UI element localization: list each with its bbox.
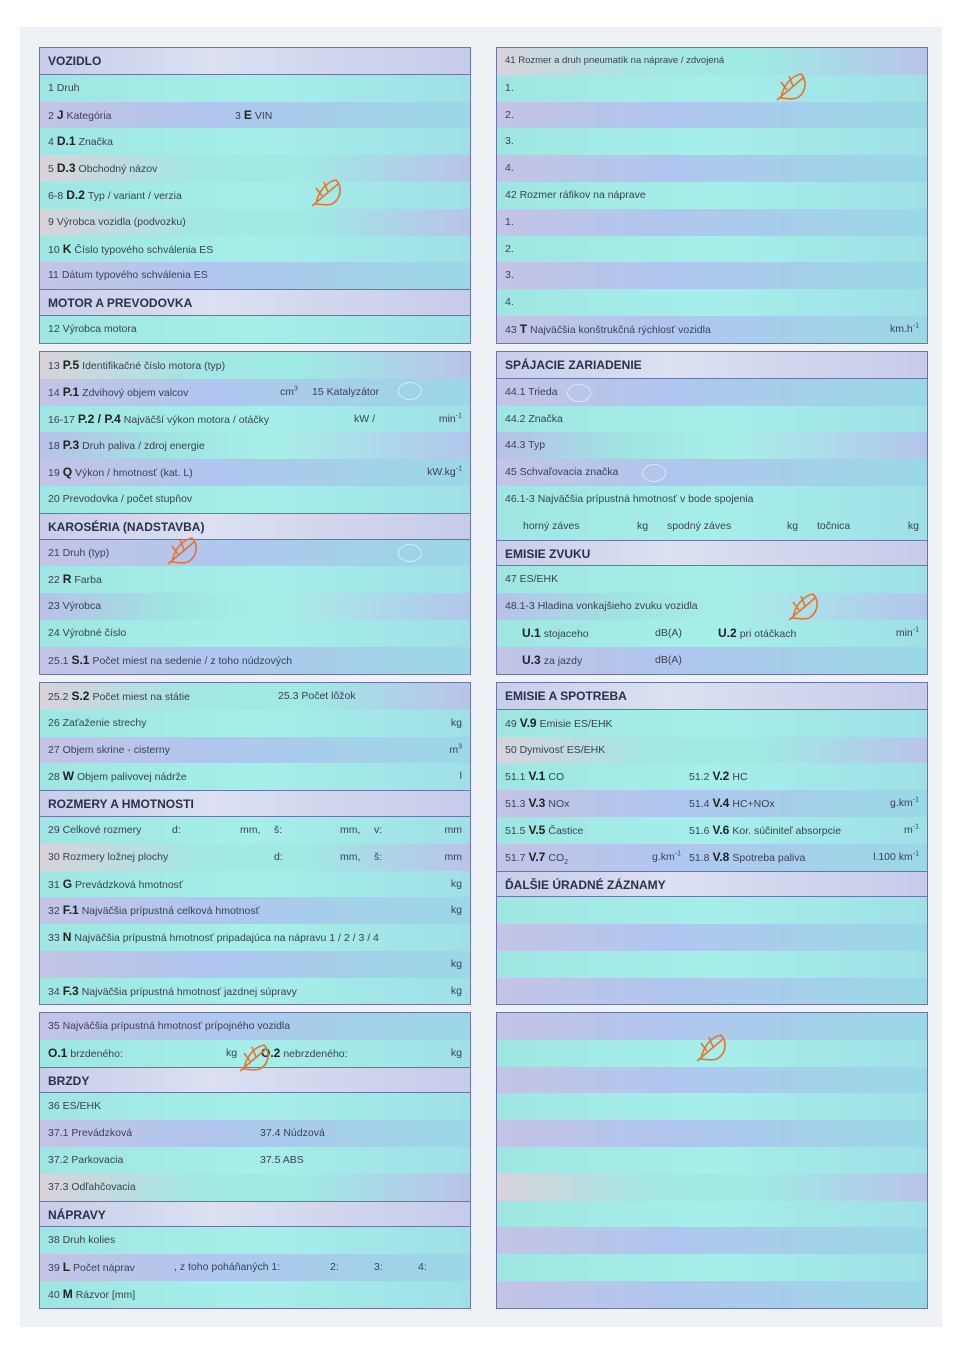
panel-spajacie-zvuk	[496, 351, 928, 675]
field-cislo-schvalenia: 10 K Číslo typového schválenia ES	[40, 236, 470, 263]
field-vyrobca-vozidla: 9 Výrobca vozidla (podvozku)	[40, 209, 470, 236]
field-farba: 22 R Farba	[40, 566, 470, 593]
field-parkovacia-abs: 37.2 Parkovacia 37.5 ABS	[40, 1147, 470, 1174]
blank-row	[497, 1201, 927, 1228]
blank-row	[497, 1120, 927, 1147]
field-max-rychlost: 43 T Najväčšia konštrukčná rýchlosť vozidla $km.h^{-1}$	[497, 316, 927, 343]
leaf-logo-icon	[308, 174, 348, 208]
panel-vozidlo	[39, 47, 471, 344]
section-emisie-zvuku-heading: EMISIE ZVUKU	[497, 540, 927, 567]
field-pneu-3: 3.	[497, 128, 927, 155]
field-druh-kolies: 38 Druh kolies	[40, 1227, 470, 1254]
field-hmotnost-naprava: 33 N Najväčšia prípustná hmotnosť pripadajúca na nápravu 1 / 2 / 3 / 4	[40, 924, 470, 951]
field-pneu-2: 2.	[497, 102, 927, 129]
blank-row	[497, 1227, 927, 1254]
field-zdvihovy-objem: 14 P.1 Zdvihový objem valcov $cm^3$ 15 Katalyzátor	[40, 379, 470, 406]
field-brzdy-es: 36 ES/EHK	[40, 1093, 470, 1120]
blank-row	[497, 1254, 927, 1281]
field-kategoria-vin: 2 J Kategória 3 E VIN	[40, 102, 470, 129]
field-rafik-1: 1.	[497, 209, 927, 236]
field-nox: 51.3 V.3 NOx 51.4 V.4 HC+NOx $g.km^{-1}$	[497, 790, 927, 817]
field-rafik-2: 2.	[497, 236, 927, 263]
field-co2-spotreba: 51.7 V.7 $CO_2$ $g.km^{-1}$ 51.8 V.8 Spotreba paliva l.100 $km^{-1}$	[497, 844, 927, 871]
field-emisie-es: 49 V.9 Emisie ES/EHK	[497, 710, 927, 737]
field-rozmery-loznej: 30 Rozmery ložnej plochy d: mm, š: mm	[40, 844, 470, 871]
blank-row	[497, 1281, 927, 1308]
field-rafik-3: 3.	[497, 262, 927, 289]
field-odlahcovacia: 37.3 Odľahčovacia	[40, 1174, 470, 1201]
field-brzdene-nebrzdene: O.1 brzdeného: kg O.2 nebrzdeného: kg	[40, 1040, 470, 1067]
field-obchodny-nazov: 5 D.3 Obchodný názov	[40, 155, 470, 182]
field-rozmer-pneumatik: 41 Rozmer a druh pneumatík na náprave / zdvojená	[497, 48, 927, 75]
field-vykon-hmotnost: 19 Q Výkon / hmotnosť (kat. L) $kW.kg^{-1}$	[40, 459, 470, 486]
field-zavesy: horný záves kg spodný záves kg točnica kg	[497, 513, 927, 540]
field-najvacsi-vykon: 16-17 P.2 / P.4 Najväčší výkon motora / otáčky kW / $\min^{-1}$	[40, 406, 470, 433]
blank-row	[497, 1067, 927, 1094]
field-identifikacne-cislo-motora: 13 P.5 Identifikačné číslo motora (typ)	[40, 352, 470, 379]
field-zvuk-u3: U.3 za jazdy dB(A)	[497, 647, 927, 674]
blank-row	[497, 978, 927, 1005]
field-zvuk-u1-u2: U.1 stojaceho dB(A) U.2 pri otáčkach $\min^{-1}$	[497, 620, 927, 647]
section-motor-heading: MOTOR A PREVODOVKA	[40, 289, 470, 316]
field-typ-variant: 6-8 D.2 Typ / variant / verzia	[40, 182, 470, 209]
field-pneu-1: 1.	[497, 75, 927, 102]
field-prevadzkova-nudzova: 37.1 Prevádzková 37.4 Núdzová	[40, 1120, 470, 1147]
field-vyrobne-cislo: 24 Výrobné číslo	[40, 620, 470, 647]
blank-row	[497, 951, 927, 978]
leaf-logo-icon	[785, 588, 825, 622]
field-hmotnost-naprava-value: kg	[40, 951, 470, 978]
field-pocet-miest-sedenie: 25.1 S.1 Počet miest na sedenie / z toho núdzových	[40, 647, 470, 674]
section-emisie-heading: EMISIE A SPOTREBA	[497, 683, 927, 710]
field-objem-nadrze: 28 W Objem palivovej nádrže l	[40, 763, 470, 790]
field-hmotnost-pripojneho: 35 Najväčšia prípustná hmotnosť prípojného vozidla	[40, 1013, 470, 1040]
leaf-logo-icon	[773, 68, 813, 102]
panel-blank	[496, 1012, 928, 1309]
document-sheet	[20, 27, 942, 1327]
watermark-icon	[567, 384, 591, 402]
field-hladina-zvuku: 48.1-3 Hladina vonkajšieho zvuku vozidla	[497, 593, 927, 620]
field-pocet-naprav: 39 L Počet náprav , z toho poháňaných 1: 2: 3: 4:	[40, 1254, 470, 1281]
field-druh-typ: 21 Druh (typ)	[40, 540, 470, 567]
field-spoj-typ: 44.3 Typ	[497, 432, 927, 459]
field-pocet-miest-statie: 25.2 S.2 Počet miest na státie 25.3 Počet lôžok	[40, 683, 470, 710]
field-vyrobca: 23 Výrobca	[40, 593, 470, 620]
section-brzdy-heading: BRZDY	[40, 1067, 470, 1094]
field-datum-schvalenia: 11 Dátum typového schválenia ES	[40, 262, 470, 289]
watermark-icon	[642, 464, 666, 482]
blank-row	[497, 1174, 927, 1201]
blank-row	[497, 1093, 927, 1120]
field-hmotnost-supravy: 34 F.3 Najväčšia prípustná hmotnosť jazdnej súpravy kg	[40, 978, 470, 1005]
leaf-logo-icon	[164, 532, 204, 566]
field-znacka: 4 D.1 Značka	[40, 128, 470, 155]
panel-rozmery	[39, 682, 471, 1005]
field-druh: 1 Druh	[40, 75, 470, 102]
field-razvor: 40 M Rázvor [mm]	[40, 1281, 470, 1308]
field-pneu-4: 4.	[497, 155, 927, 182]
field-celkove-rozmery: 29 Celkové rozmery d: mm, š: mm, v: mm	[40, 817, 470, 844]
field-hmotnost-spojenia: 46.1-3 Najväčšia prípustná hmotnosť v bode spojenia	[497, 486, 927, 513]
field-prevadzkova-hmotnost: 31 G Prevádzková hmotnosť kg	[40, 871, 470, 898]
section-napravy-heading: NÁPRAVY	[40, 1201, 470, 1228]
blank-row	[497, 1147, 927, 1174]
field-celkova-hmotnost: 32 F.1 Najväčšia prípustná celková hmotnosť kg	[40, 897, 470, 924]
leaf-logo-icon	[236, 1039, 276, 1073]
field-zatazenie-strechy: 26 Zaťaženie strechy kg	[40, 710, 470, 737]
panel-pneumatiky	[496, 47, 928, 344]
field-rozmer-rafikov: 42 Rozmer ráfikov na náprave	[497, 182, 927, 209]
field-dymivost: 50 Dymivosť ES/EHK	[497, 737, 927, 764]
field-prevodovka: 20 Prevodovka / počet stupňov	[40, 486, 470, 513]
section-rozmery-heading: ROZMERY A HMOTNOSTI	[40, 790, 470, 817]
watermark-icon	[398, 544, 422, 562]
panel-motor-karoseria	[39, 351, 471, 675]
field-objem-skrine: 27 Objem skrine - cisterny $m^3$	[40, 737, 470, 764]
field-spoj-znacka: 44.2 Značka	[497, 406, 927, 433]
panel-brzdy-napravy	[39, 1012, 471, 1309]
field-co-hc: 51.1 V.1 CO 51.2 V.2 HC	[497, 763, 927, 790]
blank-row	[497, 897, 927, 924]
field-trieda: 44.1 Trieda	[497, 379, 927, 406]
leaf-logo-icon	[693, 1029, 733, 1063]
panel-emisie-spotreba	[496, 682, 928, 1005]
field-schvalovacia-znacka: 45 Schvaľovacia značka	[497, 459, 927, 486]
section-dalsie-heading: ĎALŠIE ÚRADNÉ ZÁZNAMY	[497, 871, 927, 898]
section-karoseria-heading: KAROSÉRIA (NADSTAVBA)	[40, 513, 470, 540]
field-rafik-4: 4.	[497, 289, 927, 316]
field-zvuk-es: 47 ES/EHK	[497, 566, 927, 593]
section-vozidlo-heading: VOZIDLO	[40, 48, 470, 75]
watermark-icon	[398, 382, 422, 400]
blank-row	[497, 924, 927, 951]
field-castice: 51.5 V.5 Častice 51.6 V.6 Kor. súčiniteľ absorpcie $m^{-1}$	[497, 817, 927, 844]
section-spajacie-heading: SPÁJACIE ZARIADENIE	[497, 352, 927, 379]
field-druh-paliva: 18 P.3 Druh paliva / zdroj energie	[40, 432, 470, 459]
field-vyrobca-motora: 12 Výrobca motora	[40, 316, 470, 343]
